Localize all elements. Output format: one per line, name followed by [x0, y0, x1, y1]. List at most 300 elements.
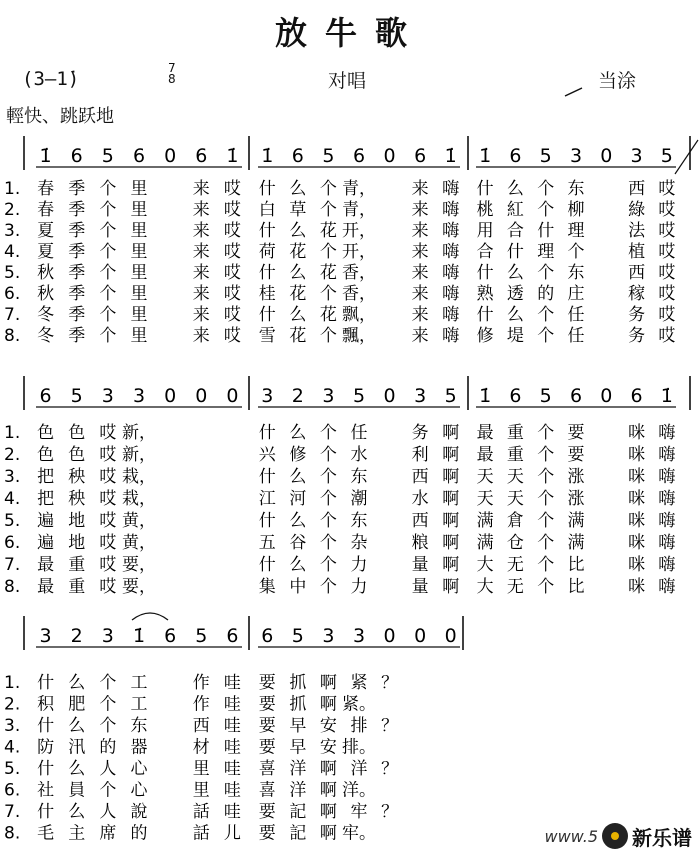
lyric-syllable: 个 — [99, 221, 117, 241]
lyric-syllable: 来 — [192, 263, 210, 283]
lyric-syllable: 色 — [68, 423, 86, 443]
lyric-syllable: 黄， — [122, 511, 156, 531]
lyric-syllable: 啊 — [319, 694, 337, 715]
lyric-syllable: 黄， — [122, 533, 156, 553]
lyric-syllable: 来 — [192, 221, 210, 241]
lyric-syllable: 力 — [350, 577, 368, 597]
lyric-syllable: 器 — [130, 737, 148, 758]
jianpu-note: 3 — [132, 385, 146, 407]
verse-number: 5. — [4, 511, 21, 531]
lyric-syllable: 么 — [289, 467, 307, 487]
lyric-syllable: 最 — [476, 445, 494, 465]
lyric-syllable: 汛 — [68, 737, 86, 758]
lyric-syllable: 嗨 — [442, 179, 460, 199]
key-signature: (3—1̇) — [22, 68, 80, 90]
lyric-syllable: 儿 — [223, 823, 241, 844]
verse-number: 6. — [4, 533, 21, 553]
lyric-syllable: 哎 — [658, 221, 676, 241]
lyric-syllable: 季 — [68, 305, 86, 325]
lyric-syllable: 来 — [411, 221, 429, 241]
tempo-marking: 輕快、跳跃地 — [6, 106, 114, 127]
lyric-syllable: 洋。 — [342, 780, 376, 801]
lyric-syllable: 任 — [567, 326, 585, 346]
lyric-syllable: 个 — [537, 533, 555, 553]
lyric-syllable: 的 — [130, 823, 148, 844]
lyric-syllable: 东 — [350, 511, 368, 531]
lyric-syllable: 个 — [319, 511, 337, 531]
lyric-syllable: 涨 — [567, 489, 585, 509]
lyric-syllable: 洋 — [289, 780, 307, 801]
lyric-syllable: 綠 — [628, 200, 646, 220]
lyric-syllable: 色 — [68, 445, 86, 465]
lyric-syllable: 紧 — [350, 673, 368, 693]
lyric-syllable: 个 — [319, 284, 337, 304]
lyric-syllable: 花 — [319, 221, 337, 241]
lyric-syllable: 透 — [506, 284, 524, 304]
lyric-syllable: 把 — [37, 467, 55, 487]
lyric-syllable: 要 — [258, 802, 276, 822]
jianpu-note: 1̇ — [444, 145, 457, 167]
jianpu-note: 6 — [414, 145, 427, 167]
jianpu-note: 3 — [101, 385, 114, 407]
lyric-syllable: 洋 — [289, 759, 307, 779]
jianpu-note: 5 — [352, 385, 366, 407]
lyric-syllable: 合 — [476, 242, 494, 262]
lyric-syllable: 要 — [567, 445, 585, 465]
pen-mark — [675, 140, 698, 174]
lyric-syllable: 柳 — [567, 200, 585, 220]
lyric-syllable: 哎 — [99, 423, 117, 443]
lyric-syllable: 要 — [567, 423, 585, 443]
watermark-url: www.5 — [544, 826, 598, 846]
lyric-syllable: 里 — [130, 221, 148, 241]
lyric-syllable: 东 — [350, 467, 368, 487]
lyric-syllable: 集 — [258, 577, 276, 597]
lyric-syllable: 哎 — [223, 263, 241, 283]
lyric-syllable: 要 — [258, 737, 276, 758]
lyric-syllable: 什 — [258, 555, 276, 575]
lyric-syllable: 哎 — [658, 305, 676, 325]
lyric-syllable: 哎 — [223, 200, 241, 220]
lyric-syllable: 开， — [342, 221, 376, 241]
lyric-syllable: 涨 — [567, 467, 585, 487]
lyric-syllable: 桃 — [476, 200, 494, 220]
lyric-syllable: 庄 — [567, 284, 585, 304]
lyric-syllable: 嗨 — [442, 326, 460, 346]
lyric-syllable: 个 — [99, 284, 117, 304]
lyric-syllable: 嗨 — [658, 489, 676, 509]
lyric-syllable: 务 — [628, 326, 646, 346]
lyric-syllable: 满 — [476, 511, 494, 531]
lyric-syllable: 里 — [130, 263, 148, 283]
lyric-syllable: 无 — [506, 555, 524, 575]
lyric-syllable: 利 — [411, 445, 429, 465]
lyric-syllable: 栽， — [122, 489, 156, 509]
lyric-syllable: 排 — [350, 716, 368, 736]
lyric-syllable: 个 — [537, 200, 555, 220]
verse-number: 4. — [4, 489, 21, 509]
lyric-syllable: 个 — [319, 577, 337, 597]
lyric-syllable: 嗨 — [442, 305, 460, 325]
lyric-syllable: 嗨 — [442, 200, 460, 220]
lyric-syllable: 秧 — [68, 489, 86, 509]
lyric-syllable: 积 — [37, 694, 55, 715]
lyric-syllable: 毛 — [37, 823, 55, 844]
lyric-syllable: 来 — [192, 242, 210, 262]
lyric-syllable: 杂 — [350, 533, 368, 553]
lyric-syllable: 話 — [192, 802, 210, 822]
verse-number: 6. — [4, 780, 21, 801]
jianpu-note: 3 — [101, 625, 114, 647]
jianpu-note: 5 — [444, 385, 457, 407]
song-title: 放牛歌 — [274, 14, 425, 52]
lyric-syllable: 新， — [122, 423, 156, 443]
jianpu-note: 0 — [383, 385, 396, 407]
lyric-syllable: 东 — [567, 263, 585, 283]
jianpu-note: 2 — [70, 625, 83, 647]
lyric-syllable: 哇 — [223, 759, 241, 779]
verse-number: 2. — [4, 694, 21, 715]
lyric-syllable: 季 — [68, 242, 86, 262]
lyric-syllable: 啊 — [442, 577, 460, 597]
lyric-syllable: 啊 — [442, 445, 460, 465]
lyric-syllable: 堤 — [506, 326, 524, 346]
lyric-syllable: 工 — [130, 673, 148, 693]
lyric-syllable: 什 — [476, 305, 494, 325]
lyric-syllable: 什 — [258, 511, 276, 531]
lyric-syllable: 来 — [411, 326, 429, 346]
lyric-syllable: 花 — [289, 242, 307, 262]
lyric-syllable: 个 — [99, 694, 117, 715]
jianpu-note: 6 — [39, 385, 52, 407]
lyric-syllable: 季 — [68, 221, 86, 241]
watermark-brand: 新乐谱 — [632, 825, 692, 850]
jianpu-note: 0 — [600, 145, 613, 167]
verse-number: 8. — [4, 823, 21, 844]
lyric-syllable: 哎 — [223, 179, 241, 199]
lyric-syllable: 抓 — [289, 673, 307, 693]
lyric-syllable: 无 — [506, 577, 524, 597]
lyric-syllable: 水 — [411, 489, 429, 509]
jianpu-note: 5 — [322, 145, 335, 167]
lyric-syllable: 个 — [537, 511, 555, 531]
lyric-syllable: 来 — [411, 305, 429, 325]
lyric-syllable: 么 — [68, 673, 86, 693]
lyric-syllable: 栽， — [122, 467, 156, 487]
jianpu-note: 1̇ — [479, 385, 492, 407]
lyric-syllable: 来 — [411, 263, 429, 283]
lyric-syllable: 河 — [289, 489, 307, 509]
lyric-syllable: 季 — [68, 326, 86, 346]
lyric-syllable: 天 — [506, 489, 524, 509]
lyric-syllable: 修 — [476, 326, 494, 346]
lyric-syllable: 啊 — [442, 533, 460, 553]
jianpu-note: 1̇ — [660, 385, 673, 407]
lyric-syllable: 記 — [289, 823, 307, 844]
jianpu-note: 6 — [509, 385, 522, 407]
system-2 — [4, 376, 690, 597]
lyric-syllable: 来 — [411, 200, 429, 220]
lyric-syllable: 江 — [258, 489, 276, 509]
lyric-syllable: 个 — [537, 577, 555, 597]
lyric-syllable: 啊 — [319, 673, 337, 693]
lyric-syllable: 比 — [567, 577, 585, 597]
lyric-syllable: 什 — [258, 179, 276, 199]
lyric-syllable: 說 — [130, 802, 148, 822]
lyric-syllable: 哎 — [223, 242, 241, 262]
lyric-syllable: 嗨 — [658, 467, 676, 487]
lyric-syllable: 来 — [411, 179, 429, 199]
lyric-syllable: 修 — [289, 445, 307, 465]
lyric-syllable: 季 — [68, 284, 86, 304]
lyric-syllable: 啊 — [319, 802, 337, 822]
lyric-syllable: 人 — [99, 759, 117, 779]
lyric-syllable: 記 — [289, 802, 307, 822]
lyric-syllable: 来 — [192, 305, 210, 325]
jianpu-note: 3 — [322, 385, 335, 407]
lyric-syllable: 重 — [68, 555, 86, 575]
verse-number: 3. — [4, 221, 21, 241]
lyric-syllable: 冬 — [37, 305, 55, 325]
lyric-syllable: 咪 — [628, 489, 646, 509]
lyric-syllable: 什 — [37, 802, 55, 822]
lyric-syllable: 要 — [258, 673, 276, 693]
system-3 — [4, 616, 463, 844]
pen-mark — [565, 88, 582, 96]
lyric-syllable: 嗨 — [658, 555, 676, 575]
lyric-syllable: 把 — [37, 489, 55, 509]
lyric-syllable: 理 — [567, 221, 585, 241]
lyric-syllable: 要 — [258, 694, 276, 715]
lyric-syllable: 咪 — [628, 467, 646, 487]
lyric-syllable: 西 — [628, 179, 646, 199]
lyric-syllable: 么 — [289, 221, 307, 241]
lyric-syllable: 个 — [537, 555, 555, 575]
verse-number: 2. — [4, 445, 21, 465]
lyric-syllable: 满 — [567, 511, 585, 531]
verse-number: 7. — [4, 802, 21, 822]
lyric-syllable: 排。 — [342, 737, 376, 758]
lyric-syllable: 东 — [130, 716, 148, 736]
watermark — [545, 821, 693, 851]
lyric-syllable: 里 — [130, 284, 148, 304]
lyric-syllable: 心 — [130, 759, 148, 779]
lyric-syllable: 天 — [476, 489, 494, 509]
lyric-syllable: 哎 — [223, 221, 241, 241]
lyric-syllable: 植 — [628, 242, 646, 262]
lyric-syllable: 白 — [258, 200, 276, 220]
lyric-syllable: 个 — [537, 423, 555, 443]
jianpu-note: 3 — [414, 385, 427, 407]
lyric-syllable: 粮 — [411, 533, 429, 553]
lyric-syllable: 牢 — [350, 802, 368, 822]
lyric-syllable: 哎 — [223, 284, 241, 304]
jianpu-note: 1̇ — [39, 145, 52, 167]
lyric-syllable: 量 — [411, 577, 429, 597]
lyric-syllable: 季 — [68, 200, 86, 220]
lyric-syllable: 什 — [258, 423, 276, 443]
lyric-syllable: 香， — [342, 263, 376, 283]
lyric-syllable: ？ — [381, 673, 399, 693]
lyric-syllable: 嗨 — [658, 423, 676, 443]
jianpu-note: 0 — [600, 385, 613, 407]
lyric-syllable: 什 — [37, 673, 55, 693]
lyric-syllable: 大 — [476, 577, 494, 597]
lyric-syllable: 个 — [99, 673, 117, 693]
lyric-syllable: 个 — [567, 242, 585, 262]
lyric-syllable: 咪 — [628, 555, 646, 575]
jianpu-note: 6 — [70, 145, 83, 167]
lyric-syllable: 香， — [342, 284, 376, 304]
lyric-syllable: 个 — [319, 423, 337, 443]
lyric-syllable: 飄， — [342, 326, 376, 346]
lyric-syllable: 嗨 — [658, 533, 676, 553]
jianpu-note: 0 — [414, 625, 427, 647]
jianpu-note: 0 — [195, 385, 208, 407]
lyric-syllable: 要 — [258, 716, 276, 736]
lyric-syllable: 么 — [68, 802, 86, 822]
lyric-syllable: 个 — [537, 489, 555, 509]
jianpu-note: 6 — [569, 385, 583, 407]
lyric-syllable: 来 — [411, 284, 429, 304]
lyric-syllable: 中 — [289, 577, 307, 597]
lyric-syllable: 最 — [37, 555, 55, 575]
jianpu-note: 1̇ — [479, 145, 492, 167]
lyric-syllable: 工 — [130, 694, 148, 715]
lyric-syllable: 哎 — [99, 577, 117, 597]
jianpu-note: 0 — [383, 625, 396, 647]
lyric-syllable: 啊 — [442, 467, 460, 487]
lyric-syllable: 来 — [192, 326, 210, 346]
lyric-syllable: 个 — [319, 445, 337, 465]
system-1 — [4, 136, 690, 346]
lyric-syllable: 任 — [350, 423, 368, 443]
verse-number: 4. — [4, 242, 21, 262]
lyric-syllable: 紅 — [506, 200, 524, 220]
lyric-syllable: 个 — [99, 242, 117, 262]
slur-mark — [132, 613, 168, 620]
lyric-syllable: 务 — [628, 305, 646, 325]
lyric-syllable: 主 — [68, 823, 86, 844]
lyric-syllable: 嗨 — [442, 221, 460, 241]
lyric-syllable: 什 — [37, 759, 55, 779]
jianpu-note: 1̇ — [261, 145, 274, 167]
performance-form: 对唱 — [328, 70, 367, 92]
lyric-syllable: 仓 — [506, 533, 524, 553]
lyric-syllable: 哎 — [658, 179, 676, 199]
lyric-syllable: 牢。 — [342, 823, 376, 844]
lyric-syllable: 什 — [258, 221, 276, 241]
lyric-syllable: 大 — [476, 555, 494, 575]
lyric-syllable: 哎 — [99, 467, 117, 487]
jianpu-note: 5 — [660, 145, 673, 167]
verse-number: 3. — [4, 467, 21, 487]
lyric-syllable: 喜 — [258, 759, 276, 779]
lyric-syllable: 哎 — [99, 445, 117, 465]
lyric-syllable: 啊 — [319, 780, 337, 801]
jianpu-note: 5 — [195, 625, 208, 647]
lyric-syllable: 哇 — [223, 716, 241, 736]
jianpu-note: 3 — [630, 145, 643, 167]
lyric-syllable: 抓 — [289, 694, 307, 715]
lyric-syllable: ？ — [381, 759, 399, 779]
lyric-syllable: 里 — [130, 242, 148, 262]
lyric-syllable: 員 — [68, 780, 86, 801]
lyric-syllable: 哇 — [223, 737, 241, 758]
lyric-syllable: 里 — [192, 759, 210, 779]
lyric-syllable: 理 — [537, 242, 555, 262]
verse-number: 6. — [4, 284, 21, 304]
lyric-syllable: 青， — [342, 200, 376, 220]
lyric-syllable: 荷 — [258, 242, 276, 262]
lyric-syllable: 要， — [122, 555, 156, 575]
verse-number: 7. — [4, 555, 21, 575]
lyric-syllable: 什 — [476, 263, 494, 283]
lyric-syllable: 么 — [289, 555, 307, 575]
lyric-syllable: 青， — [342, 179, 376, 199]
lyric-syllable: 什 — [506, 242, 524, 262]
lyric-syllable: 春 — [37, 200, 55, 220]
lyric-syllable: 个 — [319, 179, 337, 199]
lyric-syllable: ？ — [381, 802, 399, 822]
lyric-syllable: 草 — [289, 200, 307, 220]
verse-number: 4. — [4, 737, 21, 758]
lyric-syllable: 嗨 — [442, 263, 460, 283]
lyric-syllable: 个 — [99, 305, 117, 325]
verse-number: 2. — [4, 200, 21, 220]
lyric-syllable: 什 — [37, 716, 55, 736]
lyric-syllable: 个 — [99, 326, 117, 346]
lyric-syllable: 咪 — [628, 423, 646, 443]
lyric-syllable: 地 — [68, 511, 86, 531]
lyric-syllable: 什 — [258, 305, 276, 325]
lyric-syllable: 么 — [68, 759, 86, 779]
lyric-syllable: 来 — [411, 242, 429, 262]
lyric-syllable: 个 — [99, 263, 117, 283]
lyric-syllable: 作 — [192, 694, 210, 715]
lyric-syllable: 嗨 — [658, 445, 676, 465]
jianpu-note: 0 — [164, 385, 177, 407]
lyric-syllable: 么 — [289, 263, 307, 283]
jianpu-note: 0 — [444, 625, 457, 647]
lyric-syllable: 满 — [476, 533, 494, 553]
lyric-syllable: 个 — [99, 200, 117, 220]
lyric-syllable: 肥 — [68, 694, 86, 715]
verse-number: 8. — [4, 577, 21, 597]
verse-number: 5. — [4, 759, 21, 779]
lyric-syllable: 哎 — [658, 242, 676, 262]
lyric-syllable: 稼 — [628, 284, 646, 304]
lyric-syllable: 安 — [319, 716, 337, 736]
lyric-syllable: 人 — [99, 802, 117, 822]
lyric-syllable: 么 — [506, 263, 524, 283]
verse-number: 1. — [4, 179, 21, 199]
verse-number: 3. — [4, 716, 21, 736]
lyric-syllable: 最 — [476, 423, 494, 443]
lyric-syllable: 哎 — [223, 326, 241, 346]
lyric-syllable: 什 — [476, 179, 494, 199]
lyric-syllable: 遍 — [37, 533, 55, 553]
lyric-syllable: 么 — [289, 511, 307, 531]
lyric-syllable: 秧 — [68, 467, 86, 487]
jianpu-note: 3 — [39, 625, 52, 647]
jianpu-note: 2 — [291, 385, 304, 407]
lyric-syllable: 咪 — [628, 577, 646, 597]
lyric-syllable: 喜 — [258, 780, 276, 801]
jianpu-note: 0 — [164, 145, 177, 167]
jianpu-note: 6 — [164, 625, 177, 647]
lyric-syllable: 哎 — [658, 263, 676, 283]
